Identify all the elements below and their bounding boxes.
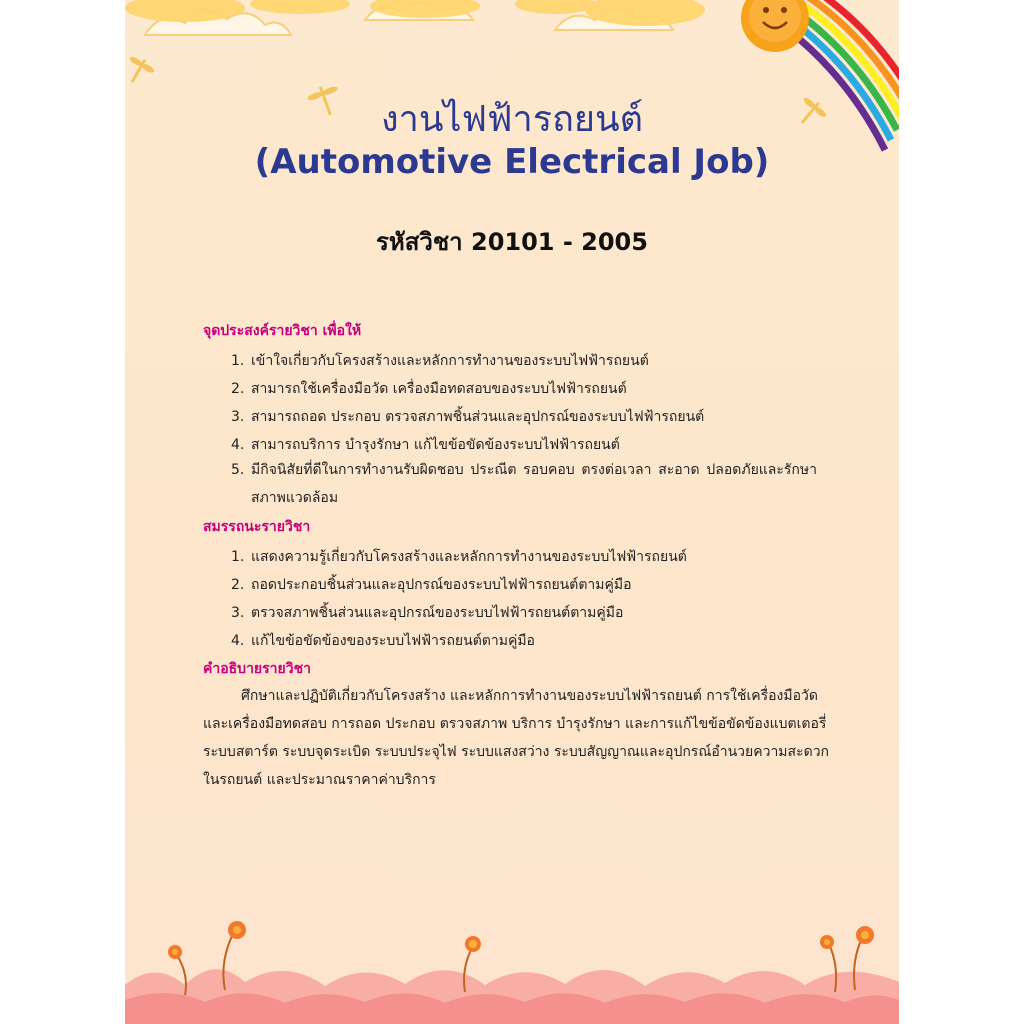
grass-icon (125, 969, 899, 1024)
list-item: 3. ตรวจสภาพชิ้นส่วนและอุปกรณ์ของระบบไฟฟ้ารถยนต์ตามคู่มือ (231, 605, 624, 621)
list-item: 5. มีกิจนิสัยที่ดีในการทำงานรับผิดชอบ ประณีต รอบคอบ ตรงต่อเวลา สะอาด ปลอดภัยและรักษา สภาพแวดล้อม (231, 462, 817, 506)
description-line: และเครื่องมือทดสอบ การถอด ประกอบ ตรวจสภาพ บริการ บำรุงรักษา และการแก้ไขข้อขัดข้องแบตเตอรี่ (203, 716, 827, 732)
list-item: 1. แสดงความรู้เกี่ยวกับโครงสร้างและหลักการทำงานของระบบไฟฟ้ารถยนต์ (231, 549, 687, 565)
objectives-heading: จุดประสงค์รายวิชา เพื่อให้ (203, 323, 362, 339)
description-heading: คำอธิบายรายวิชา (203, 661, 311, 677)
list-item: 2. ถอดประกอบชิ้นส่วนและอุปกรณ์ของระบบไฟฟ้ารถยนต์ตามคู่มือ (231, 577, 632, 593)
description-line: ระบบสตาร์ต ระบบจุดระเบิด ระบบประจุไฟ ระบบแสงสว่าง ระบบสัญญาณและอุปกรณ์อำนวยความสะดวก (203, 744, 830, 760)
page-title-english: (Automotive Electrical Job) (254, 142, 770, 182)
competencies-heading: สมรรถนะรายวิชา (203, 519, 311, 535)
description-line: ศึกษาและปฏิบัติเกี่ยวกับโครงสร้าง และหลักการทำงานของระบบไฟฟ้ารถยนต์ การใช้เครื่องมือวัด (241, 688, 818, 704)
course-description (203, 682, 830, 794)
list-item: 1. เข้าใจเกี่ยวกับโครงสร้างและหลักการทำงานของระบบไฟฟ้ารถยนต์ (231, 353, 649, 369)
description-line: ในรถยนต์ และประมาณราคาค่าบริการ (203, 772, 436, 788)
list-item: 3. สามารถถอด ประกอบ ตรวจสภาพชิ้นส่วนและอุปกรณ์ของระบบไฟฟ้ารถยนต์ (231, 409, 705, 425)
list-item: 2. สามารถใช้เครื่องมือวัด เครื่องมือทดสอบของระบบไฟฟ้ารถยนต์ (231, 381, 627, 397)
sun-icon (741, 0, 809, 52)
list-item: 4. สามารถบริการ บำรุงรักษา แก้ไขข้อขัดข้องระบบไฟฟ้ารถยนต์ (231, 437, 620, 453)
course-code: รหัสวิชา 20101 - 2005 (376, 228, 648, 256)
document-page (125, 0, 899, 1024)
page-title-thai: งานไฟฟ้ารถยนต์ (381, 99, 643, 140)
list-item: 4. แก้ไขข้อขัดข้องของระบบไฟฟ้ารถยนต์ตามคู่มือ (231, 633, 535, 649)
